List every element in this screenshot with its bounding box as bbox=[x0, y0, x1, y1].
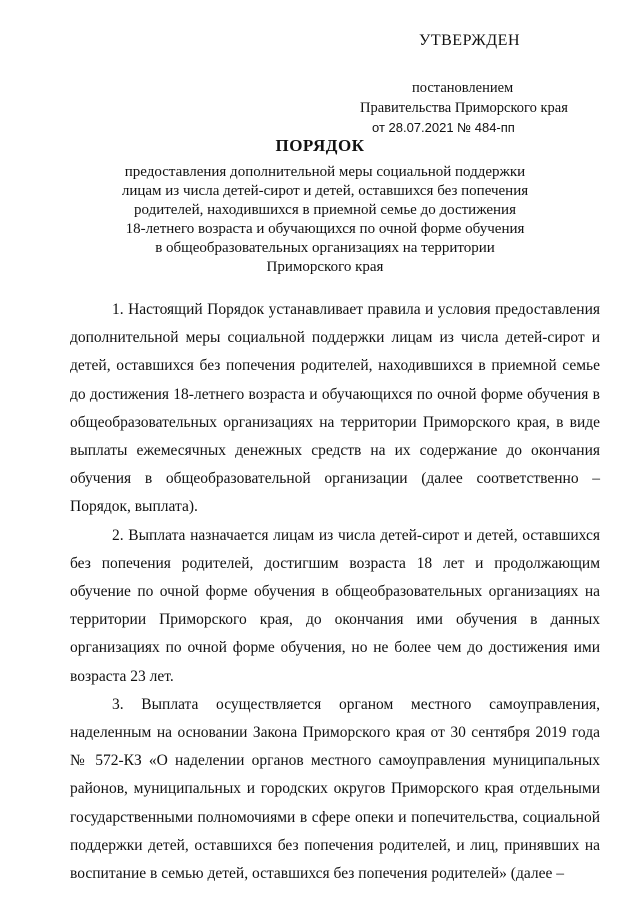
subtitle-line: родителей, находившихся в приемной семье до достижения bbox=[134, 202, 516, 218]
decree-line-2: Правительства Приморского края bbox=[360, 100, 568, 116]
subtitle-line: лицам из числа детей-сирот и детей, оставшихся без попечения bbox=[121, 183, 529, 199]
decree-line-1: постановлением bbox=[412, 80, 514, 96]
document-body bbox=[70, 296, 600, 888]
subtitle-line: предоставления дополнительной меры социальной поддержки bbox=[124, 164, 526, 180]
decree-date-number: от 28.07.2021 № 484-пп bbox=[372, 120, 515, 135]
subtitle-line: Приморского края bbox=[266, 259, 384, 275]
document-title: ПОРЯДОК bbox=[275, 136, 365, 155]
paragraph-2: 2. Выплата назначается лицам из числа детей-сирот и детей, оставшихся без попечения родителей, достигшим возраста 18 лет и продолжающим обучение по очной форме обучения в общеобразовательных организациях на территории Приморского края, до окончания ими обучения в данных организациях по очной форме обучения, но не более чем до достижения ими возраста 23 лет. bbox=[70, 526, 600, 685]
approved-label: УТВЕРЖДЕН bbox=[419, 32, 520, 49]
subtitle-line: 18-летнего возраста и обучающихся по очной форме обучения bbox=[125, 221, 525, 237]
decree-reference bbox=[360, 78, 568, 138]
approval-stamp bbox=[393, 32, 520, 50]
document-subtitle bbox=[110, 163, 540, 277]
paragraph-3: 3. Выплата осуществляется органом местного самоуправления, наделенным на основании Закона Приморского края от 30 сентября 2019 года № 572-КЗ «О наделении органов местного самоуправления муниципальных районов, муниципальных и городских округов Приморского края отдельными государственными полномочиями в сфере опеки и попечительства, социальной поддержки детей, оставшихся без попечения родителей, и лиц, принявших на воспитание в семью детей, оставшихся без попечения родителей» (далее – bbox=[70, 695, 600, 883]
subtitle-line: в общеобразовательных организациях на территории bbox=[155, 240, 495, 256]
paragraph-1: 1. Настоящий Порядок устанавливает правила и условия предоставления дополнительной меры социальной поддержки лицам из числа детей-сирот и детей, оставшихся без попечения родителей, находившихся в приемной семье до достижения 18-летнего возраста и обучающихся по очной форме обучения в общеобразовательных организациях на территории Приморского края, в виде выплаты ежемесячных денежных средств на их содержание до окончания обучения в общеобразовательной организации (далее соответственно – Порядок, выплата). bbox=[70, 301, 600, 516]
